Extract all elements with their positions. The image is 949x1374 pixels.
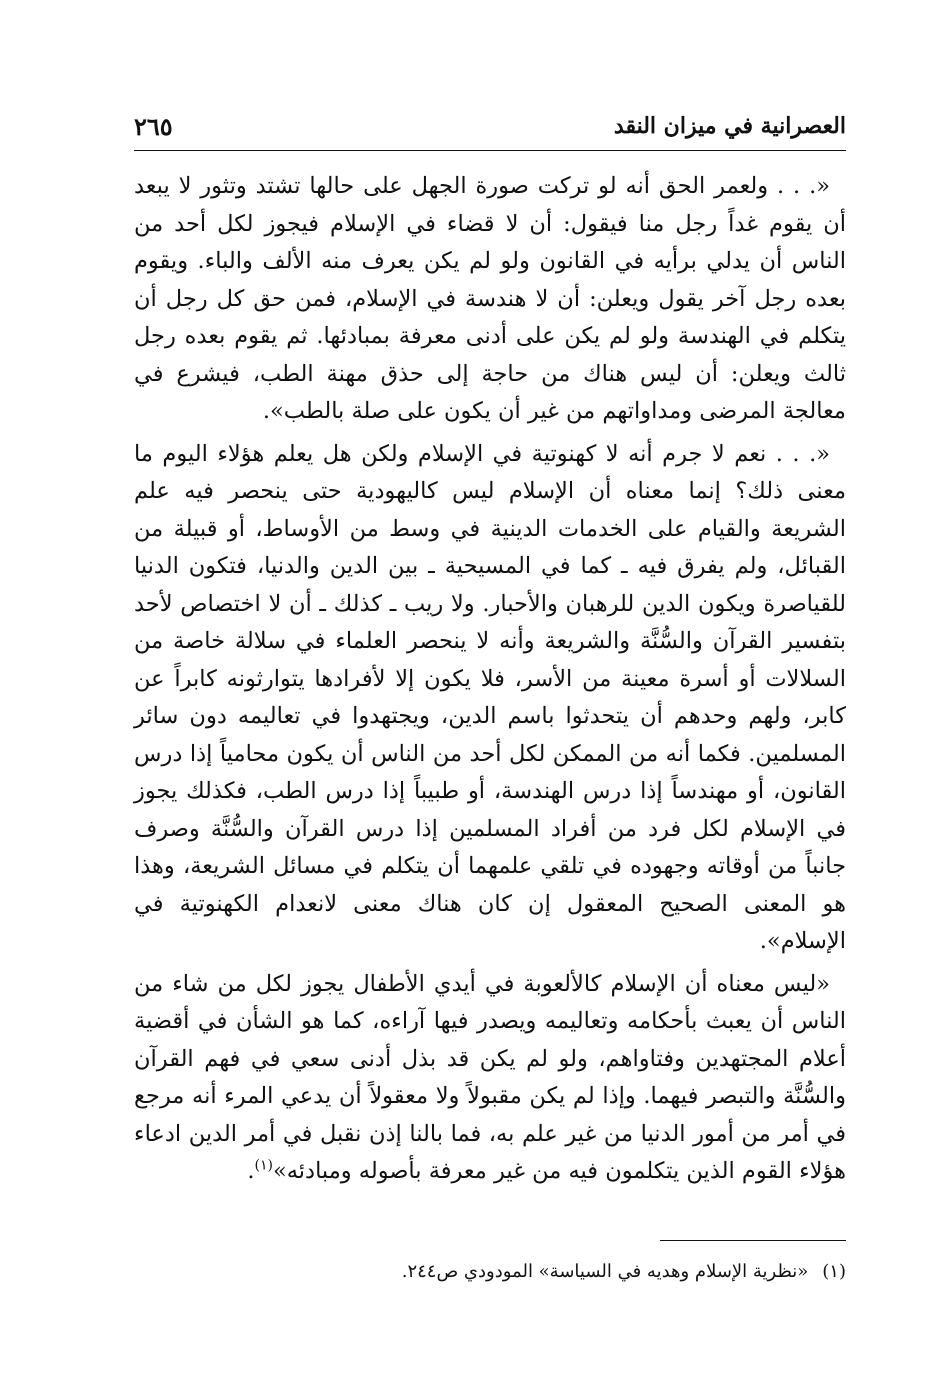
running-title: العصرانية في ميزان النقد: [613, 113, 846, 139]
paragraph-3-text: «ليس معناه أن الإسلام كالألعوبة في أيدي الأطفال يجوز لكل من شاء من الناس أن يعبث بأحكامه وتعاليمه ويصدر فيها آراءه، كما هو الشأن في أقضية أعلام المجتهدين وفتاواهم، ولو لم يكن قد بذل أدنى سعي في فهم القرآن والسُّنَّة والتبصر فيهما. وإذا لم يكن مقبولاً ولا معقولاً أن يدعي المرء أنه مرجع في أمر من أمور الدنيا من غير علم به، فما بالنا إذن نقبل في أمر الدين ادعاء هؤلاء القوم الذين يتكلمون فيه من غير معرفة بأصوله ومبادئه»: [134, 970, 846, 1184]
main-text: [134, 168, 846, 1191]
paragraph-3: [134, 966, 846, 1191]
running-header: [134, 106, 846, 146]
paragraph-1: «. . . ولعمر الحق أنه لو تركت صورة الجهل على حالها تشتد وتثور لا يبعد أن يقوم غداً رجل منا فيقول: أن لا قضاء في الإسلام فيجوز لكل أحد من الناس أن يدلي برأيه في القانون ولو لم يكن يعرف منه الألف والباء. ويقوم بعده رجل آخر يقول ويعلن: أن لا هندسة في الإسلام، فمن حق كل رجل أن يتكلم في الهندسة ولو لم يكن على أدنى معرفة بمبادئها. ثم يقوم بعده رجل ثالث ويعلن: أن ليس هناك من حاجة إلى حذق مهنة الطب، فيشرع في معالجة المرضى ومداواتهم من غير أن يكون على صلة بالطب».: [134, 173, 846, 424]
footnote-reference[interactable]: (١): [254, 1157, 273, 1174]
footnote-divider: [660, 1240, 846, 1241]
paragraph-2: «. . . نعم لا جرم أنه لا كهنوتية في الإسلام ولكن هل يعلم هؤلاء اليوم ما معنى ذلك؟ إنما معناه أن الإسلام ليس كاليهودية حتى ينحصر فيه علم الشريعة والقيام على الخدمات الدينية في وسط من الأوساط، أو قبيلة من القبائل، ولم يفرق فيه ـ كما في المسيحية ـ بين الدين والدنيا، فتكون الدنيا للقياصرة ويكون الدين للرهبان والأحبار. ولا ريب ـ كذلك ـ أن لا اختصاص لأحد بتفسير القرآن والسُّنَّة والشريعة وأنه لا ينحصر العلماء في سلالة خاصة من السلالات أو أسرة معينة من الأسر، فلا يكون إلا لأفرادها يتوارثونه كابراً عن كابر، ولهم وحدهم أن يتحدثوا باسم الدين، ويجتهدوا في تعاليمه دون سائر المسلمين. فكما أنه من الممكن لكل أحد من الناس أن يكون محامياً إذا درس القانون، أو مهندساً إذا درس الهندسة، أو طبيباً إذا درس الطب، فكذلك يجوز في الإسلام لكل فرد من أفراد المسلمين إذا درس القرآن والسُّنَّة وصرف جانباً من أوقاته وجهوده في تلقي علمهما أن يتكلم في مسائل الشريعة، وهذا هو المعنى الصحيح المعقول إن كان هناك معنى لانعدام الكهنوتية في الإسلام».: [134, 440, 846, 954]
page-number: ٢٦٥: [134, 111, 173, 141]
paragraph-3-tail: .: [247, 1158, 255, 1184]
header-divider: [134, 150, 846, 151]
footnote-number: (١): [822, 1261, 846, 1282]
footnote-text: «نظرية الإسلام وهديه في السياسة» المودودي ص٢٤٤.: [401, 1261, 809, 1282]
footnote: [134, 1258, 846, 1286]
